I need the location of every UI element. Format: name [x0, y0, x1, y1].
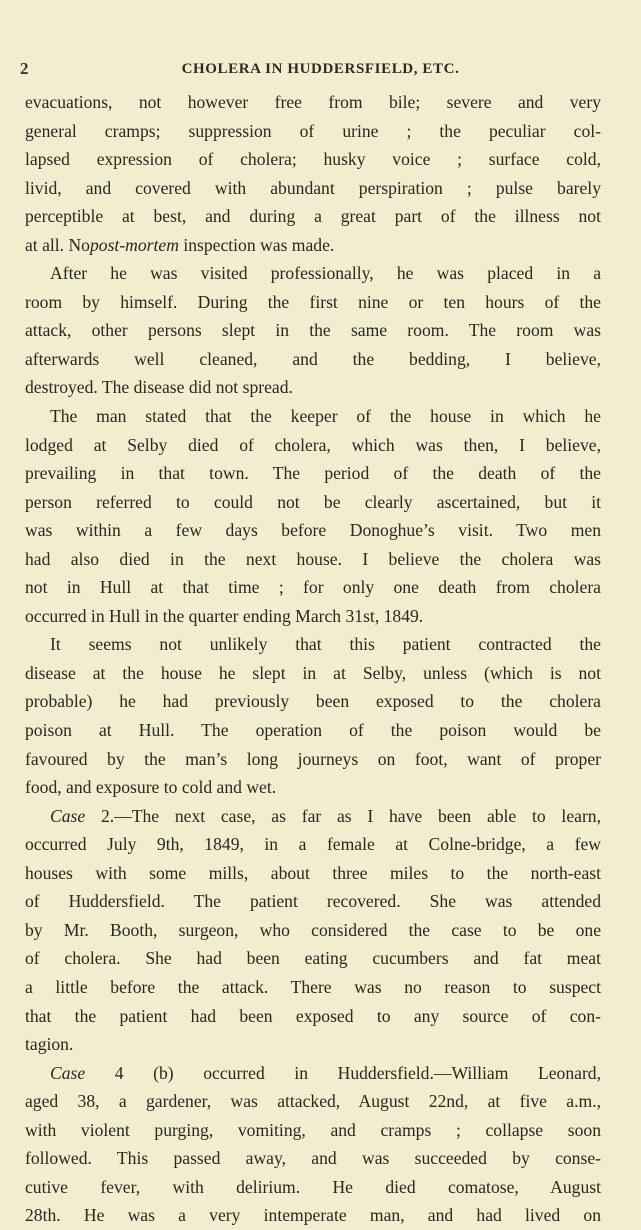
text-line: probable) he had previously been exposed to the cholera — [25, 691, 601, 712]
case-label: Case — [50, 805, 86, 826]
case-label: Case — [50, 1062, 86, 1083]
text-line: tagion. — [25, 1034, 74, 1055]
text-line: of Huddersfield. The patient recovered. She was attended — [25, 891, 601, 912]
text-line: 28th. He was a very intemperate man, and had lived on — [25, 1205, 601, 1226]
text-line: occurred July 9th, 1849, in a female at Colne-bridge, a few — [25, 834, 601, 855]
text-line: perceptible at best, and during a great part of the illness not — [25, 206, 601, 227]
text-line: houses with some mills, about three miles to the north-east — [25, 862, 601, 883]
page-header — [0, 59, 641, 83]
text-line: that the patient had been exposed to any source of con- — [25, 1005, 601, 1026]
text-line: favoured by the man’s long journeys on foot, want of proper — [25, 748, 601, 769]
running-title: CHOLERA IN HUDDERSFIELD, ETC. — [181, 61, 460, 77]
text-line: by Mr. Booth, surgeon, who considered the case to be one — [25, 919, 601, 940]
text-line: person referred to could not be clearly ascertained, but it — [25, 491, 601, 512]
text-line: evacuations, not however free from bile; severe and very — [25, 92, 601, 112]
text-line: cutive fever, with delirium. He died comatose, August — [25, 1176, 601, 1197]
text-line — [25, 231, 601, 260]
text-line: attack, other persons slept in the same room. The room was — [25, 320, 601, 341]
text-line: lapsed expression of cholera; husky voice ; surface cold, — [25, 149, 601, 170]
text-line: food, and exposure to cold and wet. — [25, 777, 277, 798]
paragraph-start-line: It seems not unlikely that this patient contracted the — [50, 634, 601, 655]
text-line: occurred in Hull in the quarter ending March 31st, 1849. — [25, 605, 424, 626]
text-line: disease at the house he slept in at Selby, unless (which is not — [25, 662, 601, 683]
text-line: room by himself. During the first nine or ten hours of the — [25, 291, 601, 312]
text-line: livid, and covered with abundant perspiration ; pulse barely — [25, 177, 601, 198]
paragraph-start-line: After he was visited professionally, he was placed in a — [50, 263, 601, 284]
text-line: followed. This passed away, and was succeeded by conse- — [25, 1148, 601, 1169]
page-number: 2 — [20, 59, 29, 78]
text-line: not in Hull at that time ; for only one death from cholera — [25, 577, 601, 598]
text-line: with violent purging, vomiting, and cramps ; collapse soon — [25, 1119, 601, 1140]
paragraph-start-line: The man stated that the keeper of the house in which he — [50, 406, 601, 427]
text-segment: inspection was made. — [178, 234, 335, 255]
text-segment: at all. No — [25, 234, 90, 255]
text-line: destroyed. The disease did not spread. — [25, 377, 293, 398]
paragraph-start-line — [25, 1059, 601, 1088]
text-line: poison at Hull. The operation of the poison would be — [25, 720, 601, 741]
text-segment: 2.—The next case, as far as I have been able to learn, — [85, 805, 601, 826]
text-line: general cramps; suppression of urine ; the peculiar col- — [25, 120, 601, 141]
text-line: of cholera. She had been eating cucumbers and fat meat — [25, 948, 601, 969]
text-line: aged 38, a gardener, was attacked, August 22nd, at five a.m., — [25, 1091, 601, 1112]
text-line: afterwards well cleaned, and the bedding, I believe, — [25, 348, 601, 369]
text-line: lodged at Selby died of cholera, which was then, I believe, — [25, 434, 601, 455]
text-line: a little before the attack. There was no reason to suspect — [25, 976, 601, 997]
italic-term: post-mortem — [89, 234, 179, 255]
text-line: prevailing in that town. The period of the death of the — [25, 463, 601, 484]
text-line: was within a few days before Donoghue’s visit. Two men — [25, 520, 601, 541]
text-line: had also died in the next house. I believe the cholera was — [25, 548, 601, 569]
text-segment: 4 (b) occurred in Huddersfield.—William Leonard, — [85, 1062, 601, 1083]
paragraph-start-line — [25, 802, 601, 831]
body-text — [25, 88, 601, 1230]
